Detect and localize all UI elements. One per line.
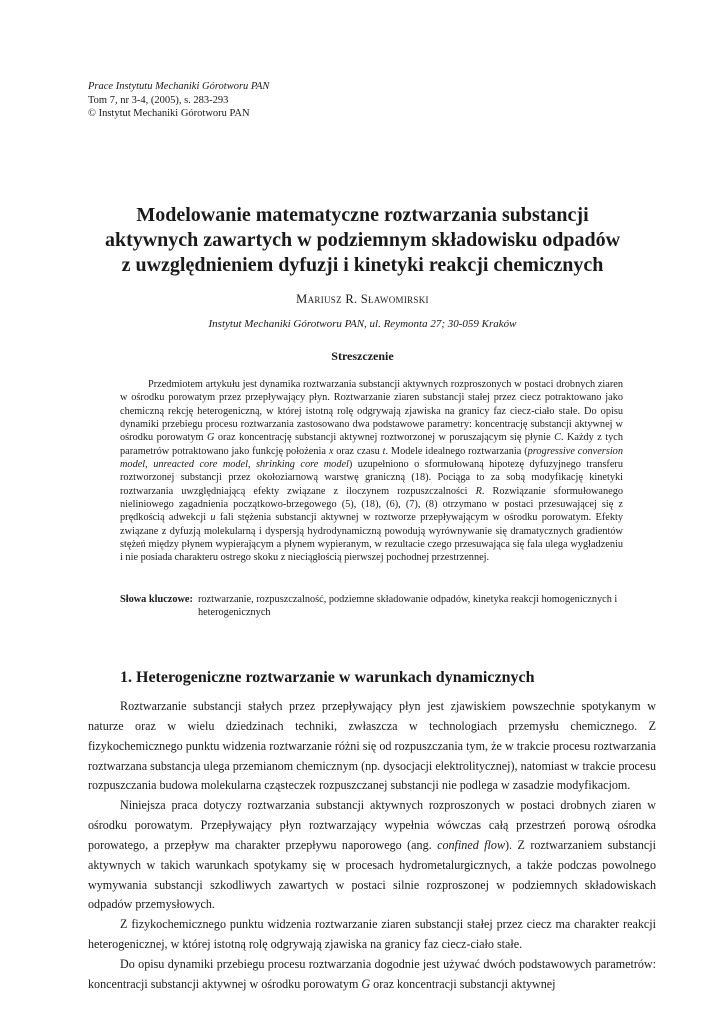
title-line-3: z uwzględnieniem dyfuzji i kinetyki reakcji chemicznych bbox=[121, 254, 604, 276]
abstract-text: Przedmiotem artykułu jest dynamika roztwarzania substancji aktywnych rozproszonych w postaci drobnych ziaren w ośrodku porowatym przez przepływający płyn. Roztwarzanie ziaren substancji stałej przez ciecz potraktowano jako chemiczną rekcję heterogeniczną, w której istotną rolę odgrywają zjawiska na granicy faz ciecz-ciało stałe. Do opisu dynamiki przebiegu procesu roztwarzania zastosowano dwa podstawowe parametry: koncentrację substancji aktywnej w ośrodku porowatym G oraz koncentrację substancji aktywnej roztworzonej w poruszającym się płynie C. Każdy z tych parametrów potraktowano jako funkcję położenia x oraz czasu t. Modele idealnego roztwarzania (progressive conversion model, unreacted core model, shrinking core model) uzupełniono o sformułowaną hipotezę dyfuzyjnego transferu roztworzonej substancji przez okołoziarnową warstwę graniczną (18). Pociąga to za sobą modyfikację kinetyki roztwarzania uwzględniającą efekty związane z iloczynem rozpuszczalności R. Rozwiązanie sformułowanego nieliniowego zagadnienia początkowo-brzegowego (5), (18), (6), (7), (8) otrzymano w postaci przesuwającej się z prędkością adwekcji u fali stężenia substancji aktywnej w roztworze przepływającym w ośrodku porowatym. Efekty związane z dyfuzją molekularną i dyspersją hydrodynamiczną powodują wyrównywanie się dramatycznych gradientów stężeń między płynem wypierającym a płynem wypieranym, w rezultacie czego przesuwająca się fala ulega wygładzeniu i nie posiada charakteru ostrego skoku z nieciągłością pierwszej pochodnej przestrzennej. bbox=[120, 379, 624, 564]
journal-header bbox=[88, 80, 269, 121]
section-1-body bbox=[88, 697, 656, 995]
body-paragraph-1: Roztwarzanie substancji stałych przez przepływający płyn jest zjawiskiem powszechnie spotykanym w naturze oraz w wielu dziedzinach techniki, zwłaszcza w technologiach przemysłu chemicznego. Z fizykochemicznego punktu widzenia roztwarzanie różni się od rozpuszczania tym, że w trakcie procesu roztwarzania roztwarzana substancja ulega przemianom chemicznym (np. dysocjacji elektrolitycznej), natomiast w trakcie procesu rozpuszczania budowa molekularna cząsteczek rozpuszczanej substancji nie podlega w zasadzie modyfikacjom. bbox=[88, 699, 656, 793]
keywords-text: roztwarzanie, rozpuszczalność, podziemne składowanie odpadów, kinetyka reakcji homogenicznych i heterogenicznych bbox=[197, 594, 618, 619]
title-line-1: Modelowanie matematyczne roztwarzania substancji bbox=[136, 204, 589, 226]
journal-name: Prace Instytutu Mechaniki Górotworu PAN bbox=[88, 81, 270, 92]
body-paragraph-4: Do opisu dynamiki przebiegu procesu roztwarzania dogodnie jest używać dwóch podstawowych parametrów: koncentracji substancji aktywnej w ośrodku porowatym G oraz koncentracji substancji aktywnej bbox=[88, 956, 656, 991]
title-line-2: aktywnych zawartych w podziemnym składowisku odpadów bbox=[104, 229, 621, 251]
abstract-heading: Streszczenie bbox=[331, 349, 394, 363]
journal-volume: Tom 7, nr 3-4, (2005), s. 283-293 bbox=[88, 94, 229, 106]
author-name: Mariusz R. Sławomirski bbox=[296, 292, 429, 306]
paper-title bbox=[60, 203, 665, 278]
section-1-heading: 1. Heterogeniczne roztwarzanie w warunkach dynamicznych bbox=[120, 669, 535, 686]
author-affiliation: Instytut Mechaniki Górotworu PAN, ul. Reymonta 27; 30-059 Kraków bbox=[208, 318, 517, 330]
body-paragraph-2: Niniejsza praca dotyczy roztwarzania substancji aktywnych rozproszonych w postaci drobnych ziaren w ośrodku porowatym. Przepływający płyn roztwarzający wypełnia wówczas całą przestrzeń porową ośrodka porowatego, a przepływ ma charakter przepływu naporowego (ang. confined flow). Z roztwarzaniem substancji aktywnych w takich warunkach spotykamy się w procesach hydrometalurgicznych, a także podczas powolnego wymywania substancji szkodliwych zawartych w postaci silnie rozproszonej w podziemnych składowiskach odpadów przemysłowych. bbox=[88, 798, 656, 912]
keywords bbox=[120, 593, 623, 620]
body-paragraph-3: Z fizykochemicznego punktu widzenia roztwarzanie ziaren substancji stałej przez ciecz ma charakter reakcji heterogenicznej, w której istotną rolę odgrywają zjawiska na granicy faz ciecz-ciało stałe. bbox=[88, 917, 656, 952]
journal-copyright: © Instytut Mechaniki Górotworu PAN bbox=[88, 108, 250, 119]
keywords-label: Słowa kluczowe: bbox=[120, 594, 193, 605]
